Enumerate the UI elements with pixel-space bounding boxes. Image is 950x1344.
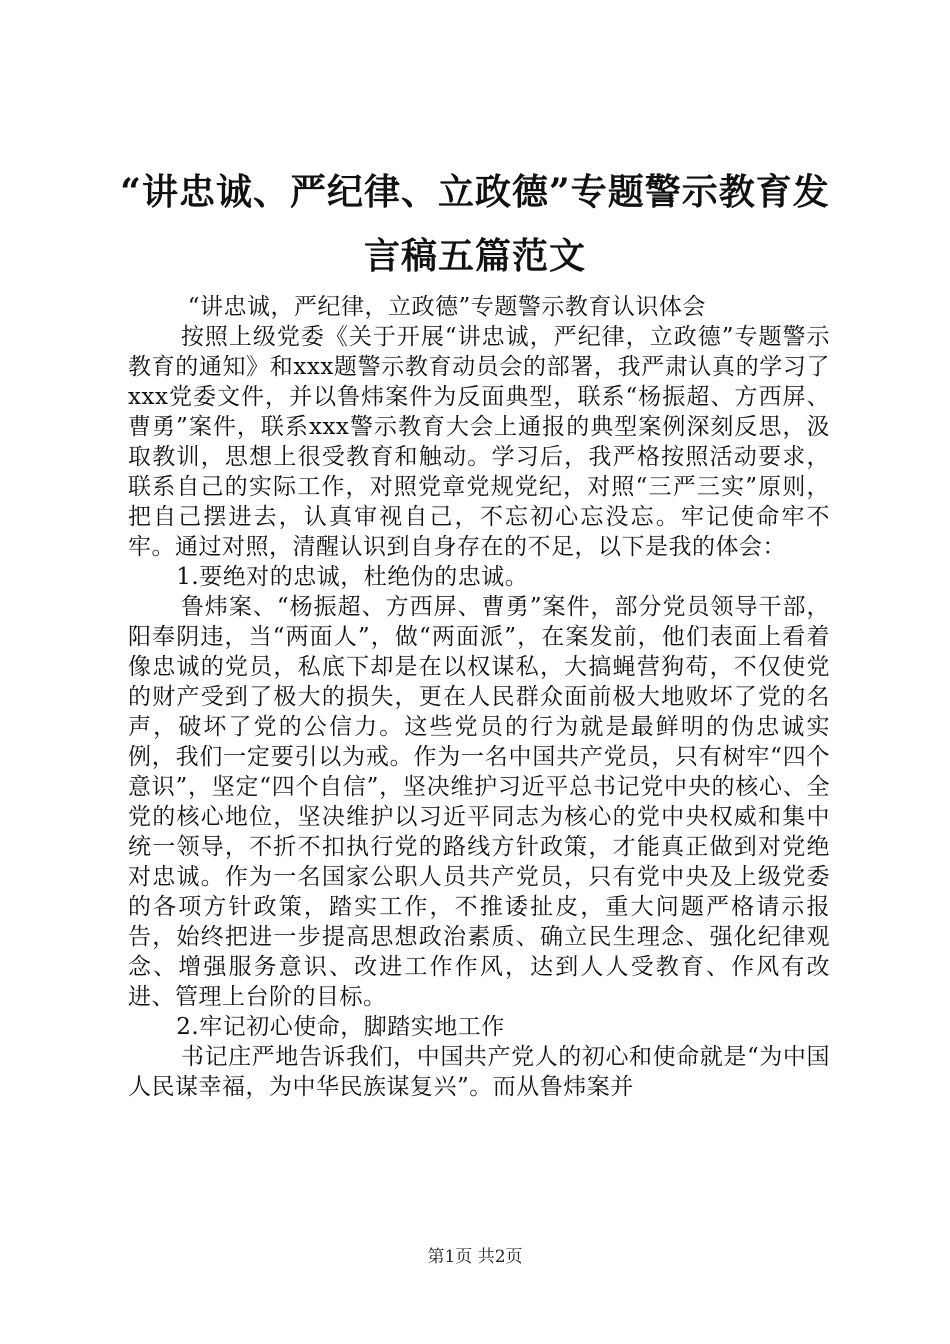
document-body bbox=[128, 292, 830, 1102]
section-heading-1: 1.要绝对的忠诚，杜绝伪的忠诚。 bbox=[176, 564, 529, 590]
document-title bbox=[110, 160, 840, 288]
section-heading-2: 2.牢记初心使命，脚踏实地工作 bbox=[176, 1014, 505, 1040]
title-line-1: “讲忠诚、严纪律、立政德”专题警示教育发 bbox=[120, 171, 830, 213]
paragraph-section-2: 书记庄严地告诉我们，中国共产党人的初心和使命就是“为中国人民谋幸福，为中华民族谋复兴”。而从鲁炜案并 bbox=[128, 1044, 830, 1100]
paragraph-intro: 按照上级党委《关于开展“讲忠诚，严纪律，立政德”专题警示教育的通知》和xxx题警示教育动员会的部署，我严肃认真的学习了xxx党委文件，并以鲁炜案件为反面典型，联系“杨振超、方西屏、曹勇”案件，联系xxx警示教育大会上通报的典型案例深刻反思，汲取教训，思想上很受教育和触动。学习后，我严格按照活动要求，联系自己的实际工作，对照党章党规党纪，对照“三严三实”原则，把自己摆进去，认真审视自己，不忘初心忘没忘。牢记使命牢不牢。通过对照，清醒认识到自身存在的不足，以下是我的体会： bbox=[128, 324, 830, 560]
page-footer: 第1页 共2页 bbox=[427, 1247, 523, 1267]
document-subtitle: “讲忠诚，严纪律，立政德”专题警示教育认识体会 bbox=[187, 294, 706, 320]
title-line-2: 言稿五篇范文 bbox=[363, 235, 586, 277]
paragraph-section-1: 鲁炜案、“杨振超、方西屏、曹勇”案件，部分党员领导干部，阳奉阴违，当“两面人”，做“两面派”，在案发前，他们表面上看着像忠诚的党员，私底下却是在以权谋私，大搞蝇营狗苟，不仅使党的财产受到了极大的损失，更在人民群众面前极大地败坏了党的名声，破坏了党的公信力。这些党员的行为就是最鲜明的伪忠诚实例，我们一定要引以为戒。作为一名中国共产党员，只有树牢“四个意识”，坚定“四个自信”，坚决维护习近平总书记党中央的核心、全党的核心地位，坚决维护以习近平同志为核心的党中央权威和集中统一领导，不折不扣执行党的路线方针政策，才能真正做到对党绝对忠诚。作为一名国家公职人员共产党员，只有党中央及上级党委的各项方针政策，踏实工作，不推诿扯皮，重大问题严格请示报告，始终把进一步提高思想政治素质、确立民生理念、强化纪律观念、增强服务意识、改进工作作风，达到人人受教育、作风有改进、管理上台阶的目标。 bbox=[128, 594, 830, 1010]
